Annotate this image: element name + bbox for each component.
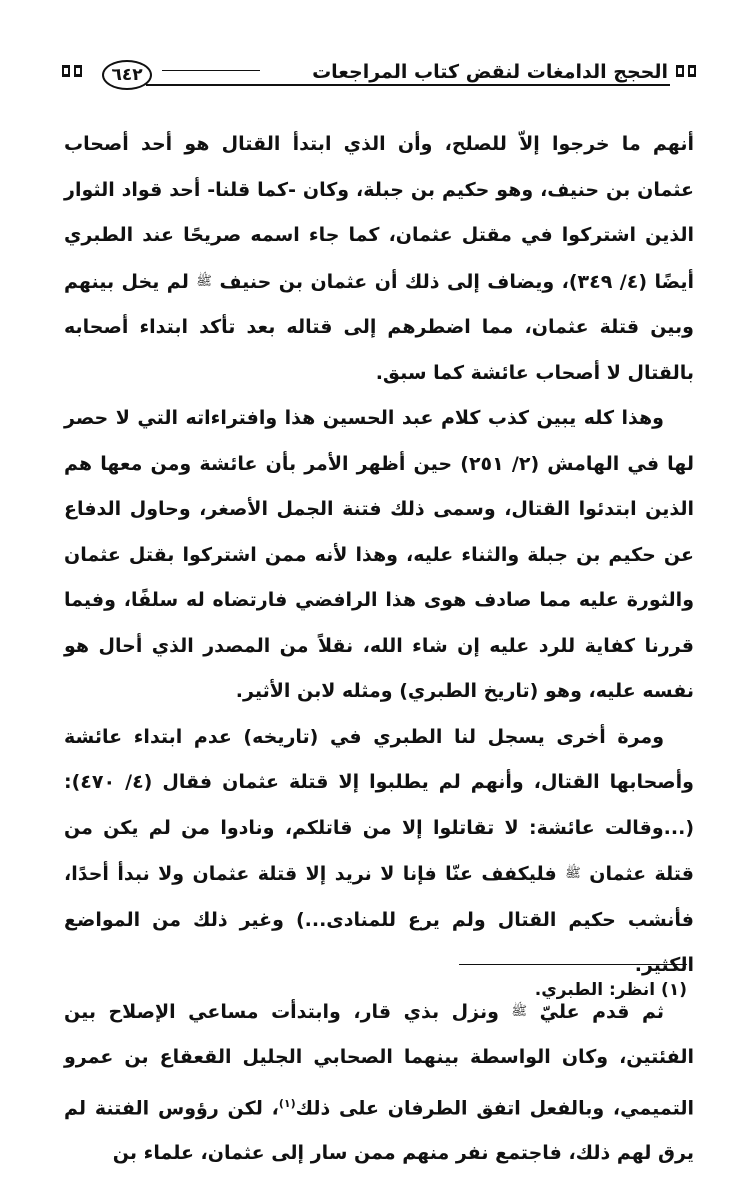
header-rule-ornament bbox=[162, 70, 260, 71]
footnote-marker[interactable]: (١) bbox=[278, 1096, 296, 1110]
honorific-mark: ﷺ bbox=[565, 866, 581, 881]
page-number-frame bbox=[88, 54, 162, 90]
ornament-icon bbox=[60, 62, 86, 80]
paragraph-1: أنهم ما خرجوا إلاّ للصلح، وأن الذي ابتدأ القتال هو أحد أصحاب عثمان بن حنيف، وهو حكيم بن جبلة، وكان -كما قلنا- أحد قواد الثوار الذين اشتركوا في مقتل عثمان، كما جاء اسمه صريحًا عند الطبري أيضًا (٤/ ٣٤٩)، ويضاف إلى ذلك أن عثمان بن حنيف ﷺ لم يخل بينهم وبين قتلة عثمان، مما اضطرهم إلى قتاله بعد تأكد ابتداء أصحابه بالقتال لا أصحاب عائشة كما سبق. bbox=[64, 133, 694, 384]
honorific-mark: ﷺ bbox=[196, 273, 213, 289]
main-text bbox=[64, 122, 694, 1177]
footnote: (١) انظر: الطبري. bbox=[534, 980, 687, 1000]
footnote-separator bbox=[459, 964, 687, 965]
paragraph-3: ومرة أخرى يسجل لنا الطبري في (تاريخه) عدم ابتداء عائشة وأصحابها القتال، وأنهم لم يطلبوا إلا قتلة عثمان فقال (٤/ ٤٧٠): (...وقالت عائشة: لا تقاتلوا إلا من قاتلكم، ونادوا من لم يكن من قتلة عثمان ﷺ فليكفف عنّا فإنا لا نريد إلا قتلة عثمان ولا نبدأ أحدًا، فأنشب حكيم القتال ولم يرع للمنادى...) وغير ذلك من المواضع الكثير. bbox=[64, 725, 694, 976]
running-title: الحجج الدامغات لنقض كتاب المراجعات bbox=[312, 61, 668, 83]
page-header bbox=[60, 54, 700, 94]
paragraph-4: ثم قدم عليّ ﷺ ونزل بذي قار، وابتدأت مساعي الإصلاح بين الفئتين، وكان الواسطة بينهما الصحابي الجليل القعقاع بن عمرو التميمي، وبالفعل اتفق الطرفان على ذلك$^{(١)}$، لكن رؤوس الفتنة لم يرق لهم ذلك، فاجتمع نفر منهم ممن سار إلى عثمان، علماء بن bbox=[64, 1000, 695, 1165]
ornament-icon bbox=[674, 62, 700, 80]
paragraph-2: وهذا كله يبين كذب كلام عبد الحسين هذا وافتراءاته التي لا حصر لها في الهامش (٢/ ٢٥١) حين أظهر الأمر بأن عائشة ومن معها هم الذين ابتدئوا القتال، وسمى ذلك فتنة الجمل الأصغر، وحاول الدفاع عن حكيم بن جبلة والثناء عليه، وهذا لأنه ممن اشتركوا بقتل عثمان والثورة عليه مما صادف هوى هذا الرافضي فارتضاه له سلفًا، وفيما قررنا كفاية للرد عليه إن شاء الله، نقلاً من المصدر الذي أحال هو نفسه عليه، وهو (تاريخ الطبري) ومثله لابن الأثير. bbox=[64, 407, 694, 702]
page-number: ٦٤٢ bbox=[102, 60, 152, 90]
honorific-mark: ﷺ bbox=[511, 1003, 528, 1019]
header-rule bbox=[146, 84, 670, 86]
